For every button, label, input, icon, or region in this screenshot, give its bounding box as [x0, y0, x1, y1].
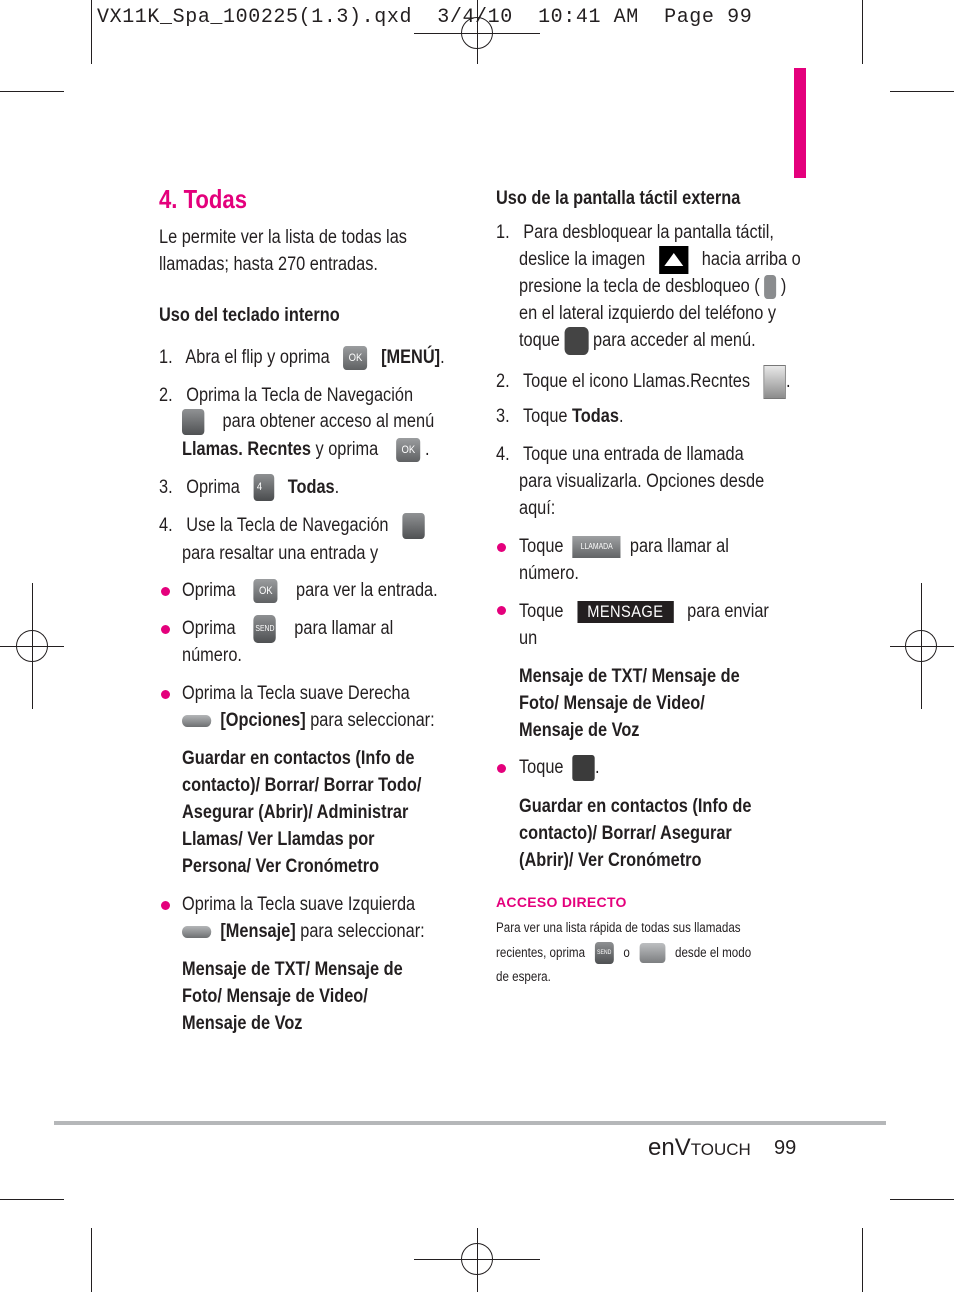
touch-step-4-line3: aquí:	[519, 498, 556, 519]
touch-step-1-line2: deslice la imagen hacia arriba o	[519, 246, 801, 274]
left-column	[159, 224, 459, 278]
send-key-icon: SEND	[595, 942, 614, 964]
unlock-arrow-icon	[659, 246, 688, 274]
touch-step-1-line5: toque para acceder al menú.	[519, 327, 756, 355]
step-2-line3: Llamas. Recntes y oprima OK .	[182, 439, 430, 460]
options-list: Guardar en contactos (Info de contacto)/ Borrar/ Borrar Todo/ Asegurar (Abrir)/ Administrar Llamas/ Ver Llamdas por Persona/ Ver Cronómetro	[182, 748, 422, 877]
left-softkey-icon	[182, 926, 211, 938]
bullet-options: Oprima la Tecla suave Derecha	[182, 683, 410, 704]
crop-mark	[0, 1199, 64, 1200]
touch-bullet-message-line2: un	[519, 628, 538, 649]
bullet	[497, 764, 506, 773]
touch-step-1: 1. Para desbloquear la pantalla táctil,	[496, 222, 774, 243]
crop-mark	[890, 1199, 954, 1200]
mensage-button-icon: MENSAGE	[577, 601, 673, 623]
touch-step-3: 3. Toque Todas.	[496, 406, 624, 427]
touch-step-4-line2: para visualizarla. Opciones desde	[519, 471, 765, 492]
recent-calls-icon	[764, 365, 786, 399]
shortcut-body: Para ver una lista rápida de todas sus llamadas recientes, oprima SEND o desde el modo de espera.	[496, 916, 806, 990]
menu-icon	[564, 327, 588, 355]
crop-mark	[0, 91, 64, 92]
llamada-button-icon: LLAMADA	[573, 536, 621, 558]
section-title: 4. Todas	[159, 184, 248, 214]
bullet	[497, 606, 506, 615]
shortcut-line2: recientes, oprima SEND o desde el modo	[496, 941, 763, 966]
crop-mark	[862, 0, 863, 64]
touch-message-options: Mensaje de TXT/ Mensaje de Foto/ Mensaje de Video/ Mensaje de Voz	[519, 666, 740, 741]
touch-bullet-call: Toque LLAMADA para llamar al	[519, 536, 729, 557]
nav-key-icon	[182, 409, 204, 435]
registration-circle	[905, 630, 937, 662]
touch-options-list: Guardar en contactos (Info de contacto)/ Borrar/ Asegurar (Abrir)/ Ver Cronómetro	[519, 796, 752, 871]
bullet-options-line2: [Opciones] para seleccionar:	[182, 707, 435, 734]
bullet-message: Oprima la Tecla suave Izquierda	[182, 894, 416, 915]
section-tab	[794, 68, 806, 178]
send-key-icon: SEND	[254, 615, 276, 643]
crop-mark	[91, 0, 92, 64]
step-4-line2: para resaltar una entrada y	[182, 543, 379, 564]
touch-step-4: 4. Toque una entrada de llamada	[496, 444, 744, 465]
message-options-list: Mensaje de TXT/ Mensaje de Foto/ Mensaje de Video/ Mensaje de Voz	[182, 959, 403, 1034]
shortcut-title: ACCESO DIRECTO	[496, 894, 627, 910]
registration-circle	[16, 630, 48, 662]
step-1: 1. Abra el flip y oprima OK [MENÚ].	[159, 347, 445, 368]
bullet	[161, 901, 170, 910]
brand-logo: enVTOUCH	[648, 1134, 751, 1161]
subhead-touch: Uso de la pantalla táctil externa	[496, 188, 741, 209]
footer-rule	[54, 1121, 886, 1125]
ok-key-icon: OK	[343, 346, 367, 370]
nav-updown-icon	[402, 513, 424, 539]
print-slug: VX11K_Spa_100225(1.3).qxd 3/4/10 10:41 AM Page 99	[97, 6, 753, 29]
ok-key-icon: OK	[396, 438, 420, 462]
bullet	[161, 625, 170, 634]
touch-bullet-message: Toque MENSAGE para enviar	[519, 601, 769, 622]
crop-mark	[890, 91, 954, 92]
page-number: 99	[774, 1137, 797, 1159]
intro-text: Le permite ver la lista de todas las llamadas; hasta 270 entradas.	[159, 227, 407, 275]
step-2: 2. Oprima la Tecla de Navegación	[159, 385, 414, 406]
ok-key-icon: OK	[254, 579, 278, 603]
touch-step-2: 2. Toque el icono Llamas.Recntes .	[496, 365, 791, 399]
unlock-key-icon	[764, 275, 776, 299]
bullet-call-line2: número.	[182, 645, 242, 666]
bullet	[161, 587, 170, 596]
key-4-icon: 4	[253, 474, 274, 501]
touch-step-1-line3: presione la tecla de desbloqueo ( )	[519, 276, 787, 297]
subhead-internal: Uso del teclado interno	[159, 305, 340, 326]
options-list-icon	[573, 755, 595, 781]
bullet-call: Oprima SEND para llamar al	[182, 615, 393, 643]
step-3: 3. Oprima 4 Todas.	[159, 474, 339, 501]
bullet-message-line2: [Mensaje] para seleccionar:	[182, 918, 425, 945]
step-4: 4. Use la Tecla de Navegación	[159, 512, 425, 539]
touch-bullet-call-line2: número.	[519, 563, 579, 584]
right-softkey-icon	[182, 715, 211, 727]
crop-mark	[91, 1228, 92, 1292]
registration-circle	[461, 1243, 493, 1275]
bullet	[161, 690, 170, 699]
touch-step-1-line4: en el lateral izquierdo del teléfono y	[519, 303, 777, 324]
call-key-icon	[639, 943, 665, 963]
bullet	[497, 543, 506, 552]
touch-bullet-options: Toque .	[519, 754, 600, 781]
crop-mark	[862, 1228, 863, 1292]
bullet-view-entry: Oprima OK para ver la entrada.	[182, 580, 438, 601]
step-2-line2: para obtener acceso al menú	[182, 408, 434, 435]
